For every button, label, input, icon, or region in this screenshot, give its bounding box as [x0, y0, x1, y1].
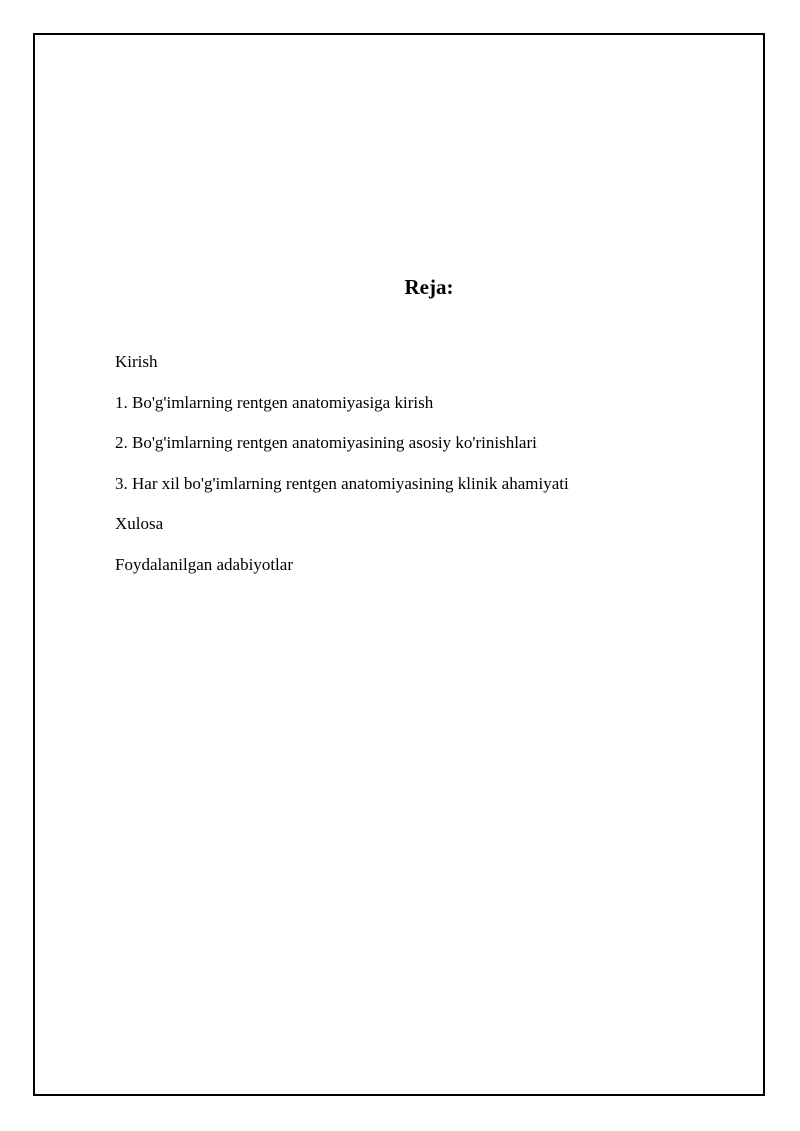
document-title: Reja: — [404, 275, 454, 299]
toc-item-introduction: Kirish — [115, 352, 158, 371]
toc-item-conclusion: Xulosa — [115, 514, 164, 534]
toc-item-1: 1. Bo'g'imlarning rentgen anatomiyasiga kirish — [115, 392, 434, 412]
toc-item-2: 2. Bo'g'imlarning rentgen anatomiyasining asosiy ko'rinishlari — [115, 433, 537, 453]
toc-item-references: Foydalanilgan adabiyotlar — [115, 554, 293, 574]
table-of-contents — [115, 349, 569, 593]
toc-item-3: 3. Har xil bo'g'imlarning rentgen anatomiyasining klinik ahamiyati — [115, 473, 569, 493]
